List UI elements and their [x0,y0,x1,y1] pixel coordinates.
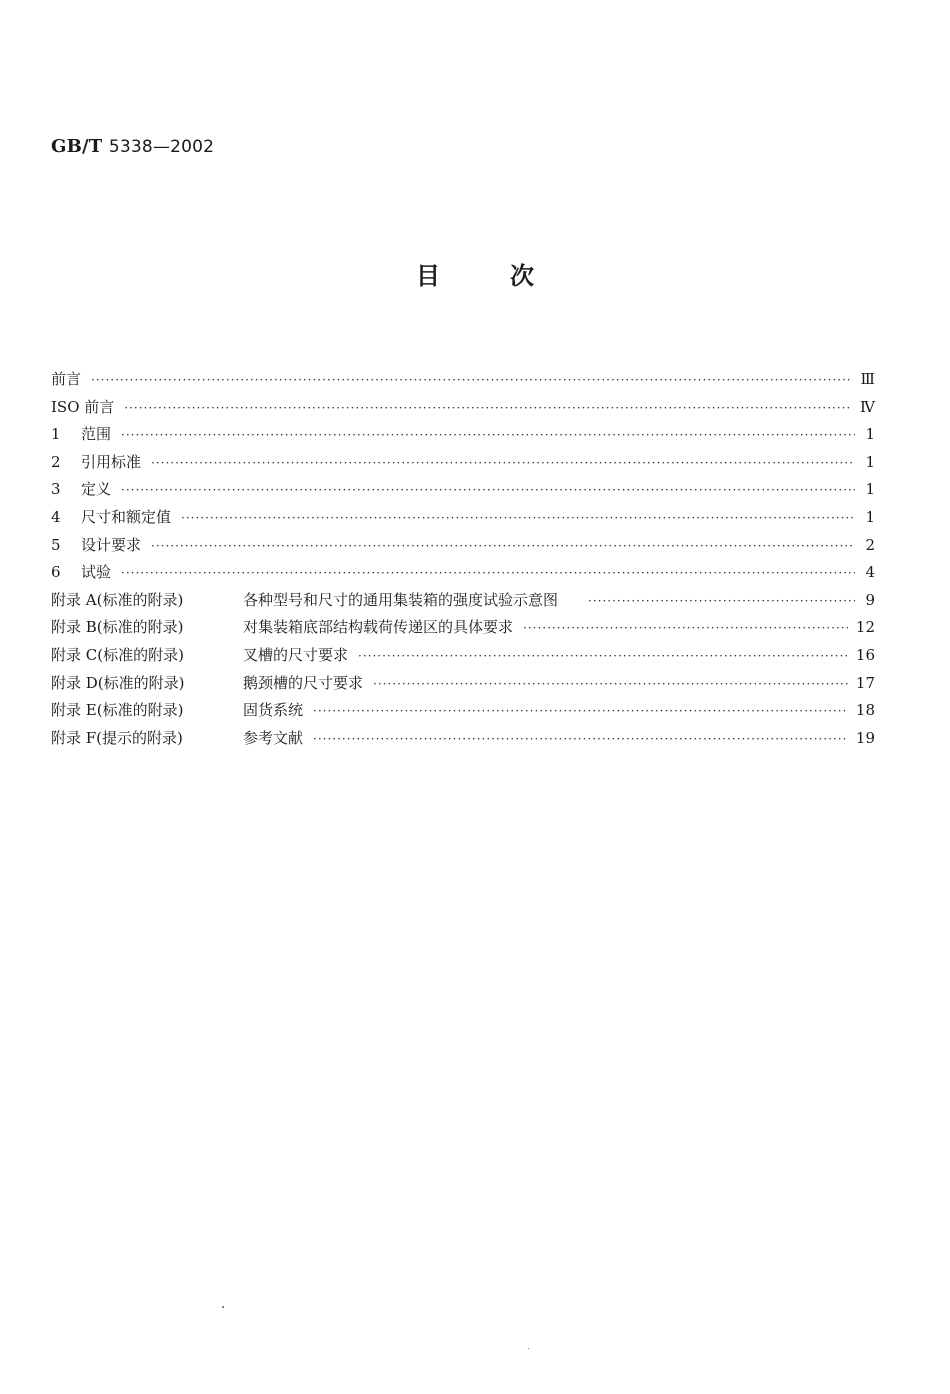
toc-entry-label [51,449,141,477]
toc-entry-appendix-e[interactable] [51,697,875,725]
toc-entry-page: 18 [855,701,875,720]
toc-entry-definitions[interactable] [51,476,875,504]
toc-entry-page: 16 [855,645,875,664]
toc-leader [523,615,848,643]
toc-leader [151,450,855,478]
toc-leader [313,698,848,726]
toc-entry-label [51,614,513,642]
toc-entry-design[interactable] [51,532,875,560]
page-title [0,256,950,291]
toc-leader [121,477,855,505]
toc-entry-number: 4 [51,507,61,526]
toc-entry-page: 4 [865,563,875,582]
toc-entry-appendix-a[interactable] [51,587,875,615]
toc-entry-number: 6 [51,563,61,582]
toc-entry-text: 各种型号和尺寸的通用集装箱的强度试验示意图 [243,590,559,609]
toc-entry-number: 1 [51,425,61,444]
toc-appendix-prefix: 附录 F(提示的附录) [51,728,183,747]
toc-entry-label [51,532,141,560]
toc-entry-text: 设计要求 [81,535,142,554]
toc-entry-text: 对集装箱底部结构载荷传递区的具体要求 [243,618,514,637]
toc-entry-label: 前言 [51,370,82,388]
toc-entry-text: 定义 [81,480,112,499]
toc-leader [151,533,855,561]
toc-entry-appendix-b[interactable] [51,614,875,642]
toc-entry-page: Ⅲ [860,370,875,388]
standard-prefix: GB/T [51,136,103,157]
toc-leader [358,643,848,671]
toc-entry-page: 1 [865,480,875,499]
toc-entry-text: 叉槽的尺寸要求 [243,645,349,664]
toc-entry-page: 17 [855,673,875,692]
toc-appendix-prefix: 附录 A(标准的附录) [51,590,184,609]
toc-appendix-prefix: 附录 C(标准的附录) [51,645,184,664]
toc-leader [121,422,855,450]
standard-number [51,136,214,157]
toc-entry-page: 9 [865,590,875,609]
toc-entry-label [51,421,111,449]
toc-entry-references[interactable] [51,449,875,477]
title-char-2: 次 [510,262,534,290]
toc-appendix-prefix: 附录 D(标准的附录) [51,673,185,692]
toc-entry-number: 2 [51,452,61,471]
toc-appendix-prefix: 附录 B(标准的附录) [51,618,184,637]
toc-leader [121,560,855,588]
toc-leader [588,588,855,616]
toc-entry-label [51,642,348,670]
toc-entry-label [51,504,171,532]
toc-entry-dimensions[interactable] [51,504,875,532]
toc-entry-number: 5 [51,535,61,554]
toc-entry-text: 引用标准 [81,452,142,471]
toc-entry-iso-foreword[interactable] [51,394,875,422]
toc-leader [313,726,848,754]
toc-entry-page: 1 [865,507,875,526]
toc-entry-page: Ⅳ [860,397,875,416]
toc-entry-label [51,587,558,615]
toc-entry-label [51,559,111,587]
toc-entry-number: 3 [51,480,61,499]
table-of-contents [51,366,875,752]
toc-entry-page: 19 [855,728,875,747]
toc-entry-text: 范围 [81,425,112,444]
toc-entry-page: 12 [855,618,875,637]
toc-entry-appendix-f[interactable] [51,725,875,753]
toc-entry-label [51,697,303,725]
title-char-1: 目 [416,262,440,290]
toc-leader [91,367,853,395]
toc-leader [373,671,848,699]
toc-entry-appendix-c[interactable] [51,642,875,670]
toc-entry-label: ISO 前言 [51,397,115,416]
scan-speck [222,1306,224,1308]
standard-code: 5338—2002 [108,137,215,157]
toc-appendix-prefix: 附录 E(标准的附录) [51,701,184,720]
toc-entry-text: 固货系统 [243,701,304,720]
toc-entry-page: 2 [865,535,875,554]
toc-entry-label [51,725,303,753]
toc-entry-text: 试验 [81,563,112,582]
toc-entry-appendix-d[interactable] [51,670,875,698]
toc-leader [181,505,855,533]
toc-entry-label [51,476,111,504]
toc-entry-text: 鹅颈槽的尺寸要求 [243,673,364,692]
toc-entry-page: 1 [865,452,875,471]
scan-speck [528,1348,529,1349]
toc-entry-scope[interactable] [51,421,875,449]
toc-entry-label [51,670,363,698]
toc-entry-text: 参考文献 [243,728,304,747]
toc-entry-text: 尺寸和额定值 [81,507,172,526]
toc-entry-page: 1 [865,425,875,444]
toc-leader [124,395,852,423]
toc-entry-tests[interactable] [51,559,875,587]
toc-entry-foreword[interactable] [51,366,875,394]
